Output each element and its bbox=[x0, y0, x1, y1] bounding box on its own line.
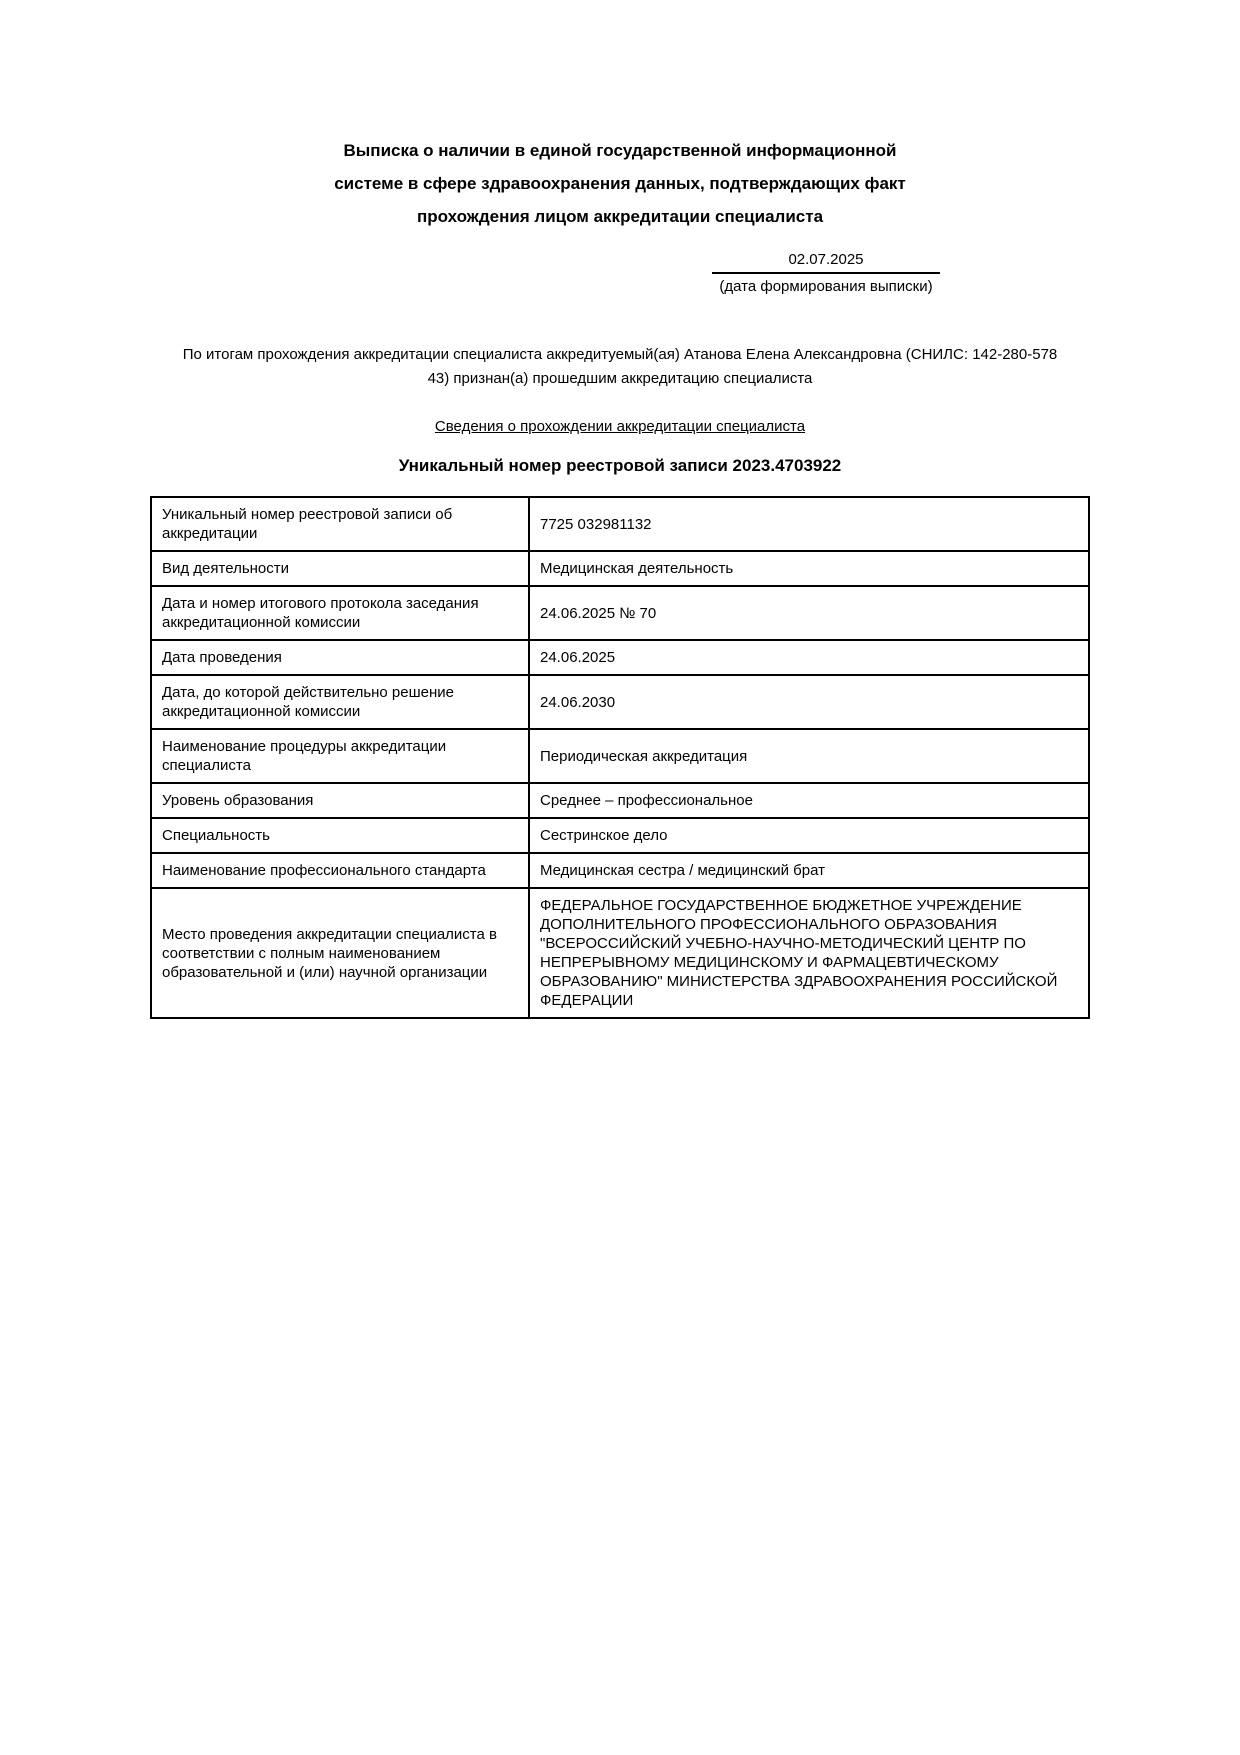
row-label-cell: Уровень образования bbox=[151, 783, 529, 818]
document-title-line: системе в сфере здравоохранения данных, подтверждающих факт bbox=[334, 174, 906, 193]
intro-line: По итогам прохождения аккредитации специалиста аккредитуемый(ая) Атанова Елена Александровна (СНИЛС: 142-280-578 bbox=[182, 346, 1058, 363]
row-value-cell: Медицинская сестра / медицинский брат bbox=[529, 853, 1089, 888]
table-row bbox=[151, 640, 1089, 675]
document-title-line: прохождения лицом аккредитации специалиста bbox=[416, 207, 824, 226]
row-value-cell: 7725 032981132 bbox=[529, 497, 1089, 551]
intro-paragraph bbox=[0, 343, 1240, 391]
row-label-cell: Наименование профессионального стандарта bbox=[151, 853, 529, 888]
issue-date: 02.07.2025 bbox=[712, 250, 940, 274]
section-heading bbox=[0, 418, 1240, 435]
document-title-line: Выписка о наличии в единой государственной информационной bbox=[343, 141, 897, 160]
table-row bbox=[151, 497, 1089, 551]
row-label-cell: Наименование процедуры аккредитации специалиста bbox=[151, 729, 529, 783]
accreditation-table bbox=[150, 496, 1090, 1019]
registry-number-heading: Уникальный номер реестровой записи 2023.4703922 bbox=[398, 456, 842, 475]
table-row bbox=[151, 551, 1089, 586]
table-row bbox=[151, 818, 1089, 853]
issue-date-block bbox=[712, 250, 940, 297]
row-label-cell: Специальность bbox=[151, 818, 529, 853]
row-label-cell: Вид деятельности bbox=[151, 551, 529, 586]
row-value-cell: 24.06.2030 bbox=[529, 675, 1089, 729]
row-value-cell: Среднее – профессиональное bbox=[529, 783, 1089, 818]
row-label-cell: Место проведения аккредитации специалиста в соответствии с полным наименованием образовательной и (или) научной организации bbox=[151, 888, 529, 1018]
row-value-cell: 24.06.2025 № 70 bbox=[529, 586, 1089, 640]
row-value-cell: Сестринское дело bbox=[529, 818, 1089, 853]
row-label-cell: Дата и номер итогового протокола заседания аккредитационной комиссии bbox=[151, 586, 529, 640]
table-row bbox=[151, 888, 1089, 1018]
issue-date-caption: (дата формирования выписки) bbox=[719, 278, 933, 295]
table-row bbox=[151, 586, 1089, 640]
row-label-cell: Уникальный номер реестровой записи об аккредитации bbox=[151, 497, 529, 551]
section-heading-text: Сведения о прохождении аккредитации специалиста bbox=[434, 418, 806, 435]
table-row bbox=[151, 675, 1089, 729]
row-value-cell: ФЕДЕРАЛЬНОЕ ГОСУДАРСТВЕННОЕ БЮДЖЕТНОЕ УЧРЕЖДЕНИЕ ДОПОЛНИТЕЛЬНОГО ПРОФЕССИОНАЛЬНОГО ОБРАЗОВАНИЯ "ВСЕРОССИЙСКИЙ УЧЕБНО-НАУЧНО-МЕТОДИЧЕСКИЙ ЦЕНТР ПО НЕПРЕРЫВНОМУ МЕДИЦИНСКОМУ И ФАРМАЦЕВТИЧЕСКОМУ ОБРАЗОВАНИЮ" МИНИСТЕРСТВА ЗДРАВООХРАНЕНИЯ РОССИЙСКОЙ ФЕДЕРАЦИИ bbox=[529, 888, 1089, 1018]
row-value-cell: 24.06.2025 bbox=[529, 640, 1089, 675]
document-title bbox=[0, 0, 1240, 233]
row-value-cell: Медицинская деятельность bbox=[529, 551, 1089, 586]
intro-line: 43) признан(а) прошедшим аккредитацию специалиста bbox=[427, 370, 813, 387]
row-value-cell: Периодическая аккредитация bbox=[529, 729, 1089, 783]
row-label-cell: Дата, до которой действительно решение аккредитационной комиссии bbox=[151, 675, 529, 729]
row-label-cell: Дата проведения bbox=[151, 640, 529, 675]
table-row bbox=[151, 853, 1089, 888]
table-row bbox=[151, 783, 1089, 818]
table-row bbox=[151, 729, 1089, 783]
